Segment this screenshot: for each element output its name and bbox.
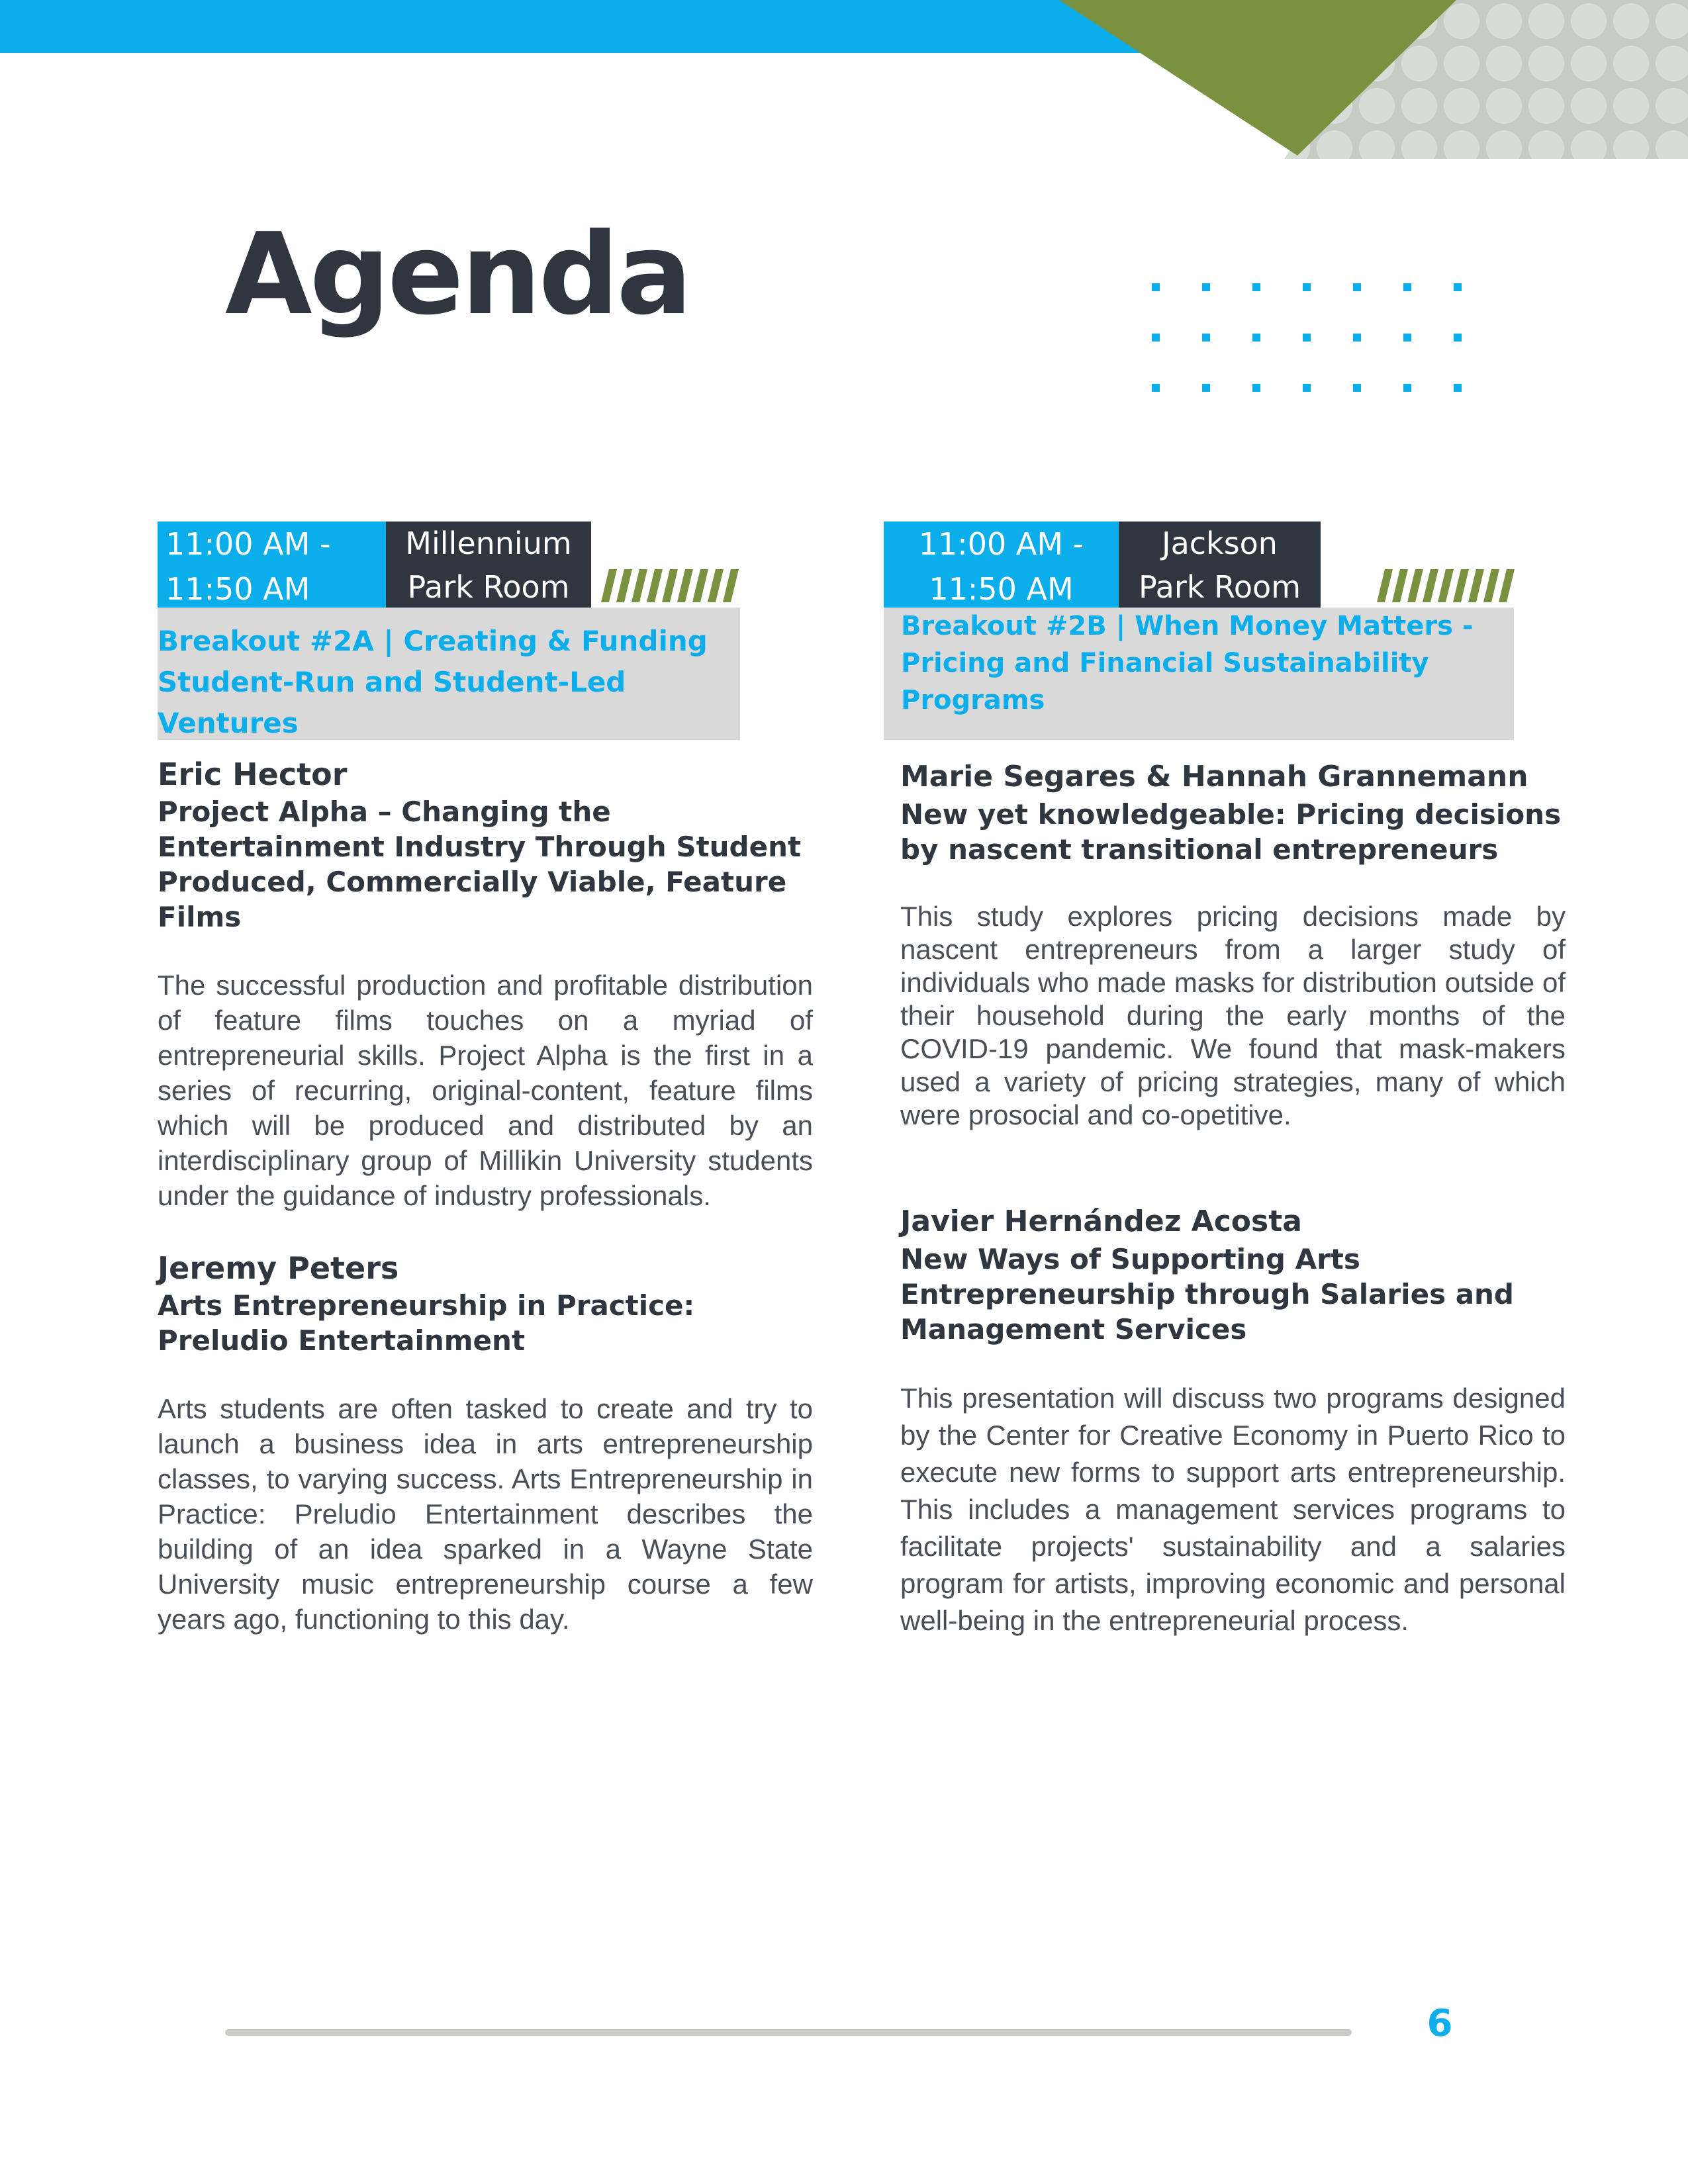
talk-title: Arts Entrepreneurship in Practice: Preludio Entertainment — [158, 1289, 695, 1357]
speaker-name: Eric Hector — [158, 756, 348, 792]
session-time: 11:00 AM - 11:50 AM — [158, 522, 386, 608]
session-room: Jackson Park Room — [1119, 522, 1321, 608]
talk-jeremy-peters — [158, 1248, 813, 1637]
speaker-name: Jeremy Peters — [158, 1250, 399, 1286]
talk-segares-grannemann — [900, 757, 1566, 1132]
talk-javier-hernandez-acosta — [900, 1202, 1566, 1639]
talk-title: New yet knowledgeable: Pricing decisions by nascent transitional entrepreneurs — [900, 798, 1562, 866]
stripe-decoration — [1370, 569, 1516, 602]
page-title: Agenda — [225, 209, 690, 340]
talk-abstract: The successful production and profitable distribution of feature films touches on a myriad of entrepreneurial skills. Project Alpha is the first in a series of recurring, original-content, feature films which will be produced and distributed by an interdisciplinary group of Millikin University students under the guidance of industry professionals. — [158, 970, 813, 1211]
session-header-2b — [884, 522, 1514, 740]
stripe-decoration — [594, 569, 740, 602]
talk-title: Project Alpha – Changing the Entertainment Industry Through Student Produced, Commercially Viable, Feature Films — [158, 796, 802, 933]
speaker-name: Marie Segares & Hannah Grannemann — [900, 760, 1528, 794]
header-blue-bar — [0, 0, 1165, 53]
page-number: 6 — [1427, 2002, 1453, 2045]
session-room: Millennium Park Room — [386, 522, 591, 608]
talk-abstract: This study explores pricing decisions made by nascent entrepreneurs from a larger study of individuals who made masks for distribution outside of their household during the early months of the COVID-19 pandemic. We found that mask-makers used a variety of pricing strategies, many of which were prosocial and co-opetitive. — [900, 901, 1566, 1130]
talk-abstract: This presentation will discuss two programs designed by the Center for Creative Economy in Puerto Rico to execute new forms to support arts entrepreneurship. This includes a management services programs to facilitate projects' sustainability and a salaries program for artists, improving economic and personal well-being in the entrepreneurial process. — [900, 1383, 1566, 1636]
session-time: 11:00 AM - 11:50 AM — [884, 522, 1119, 608]
talk-eric-hector — [158, 754, 813, 1213]
session-title: Breakout #2B | When Money Matters - Pricing and Financial Sustainability Programs — [901, 611, 1474, 715]
talk-title: New Ways of Supporting Arts Entrepreneurship through Salaries and Management Services — [900, 1243, 1514, 1345]
header-decoration — [1059, 0, 1688, 159]
speaker-name: Javier Hernández Acosta — [900, 1205, 1302, 1238]
session-title: Breakout #2A | Creating & Funding Student-Run and Student-Led Ventures — [158, 625, 708, 739]
session-header-2a — [158, 522, 740, 740]
talk-abstract: Arts students are often tasked to create and try to launch a business idea in arts entrepreneurship classes, to varying success. Arts Entrepreneurship in Practice: Preludio Entertainment describes the building of an idea sparked in a Wayne State University music entrepreneurship course a few years ago, functioning to this day. — [158, 1393, 813, 1635]
footer-rule — [225, 2029, 1352, 2036]
dot-grid-decoration — [1152, 283, 1470, 396]
